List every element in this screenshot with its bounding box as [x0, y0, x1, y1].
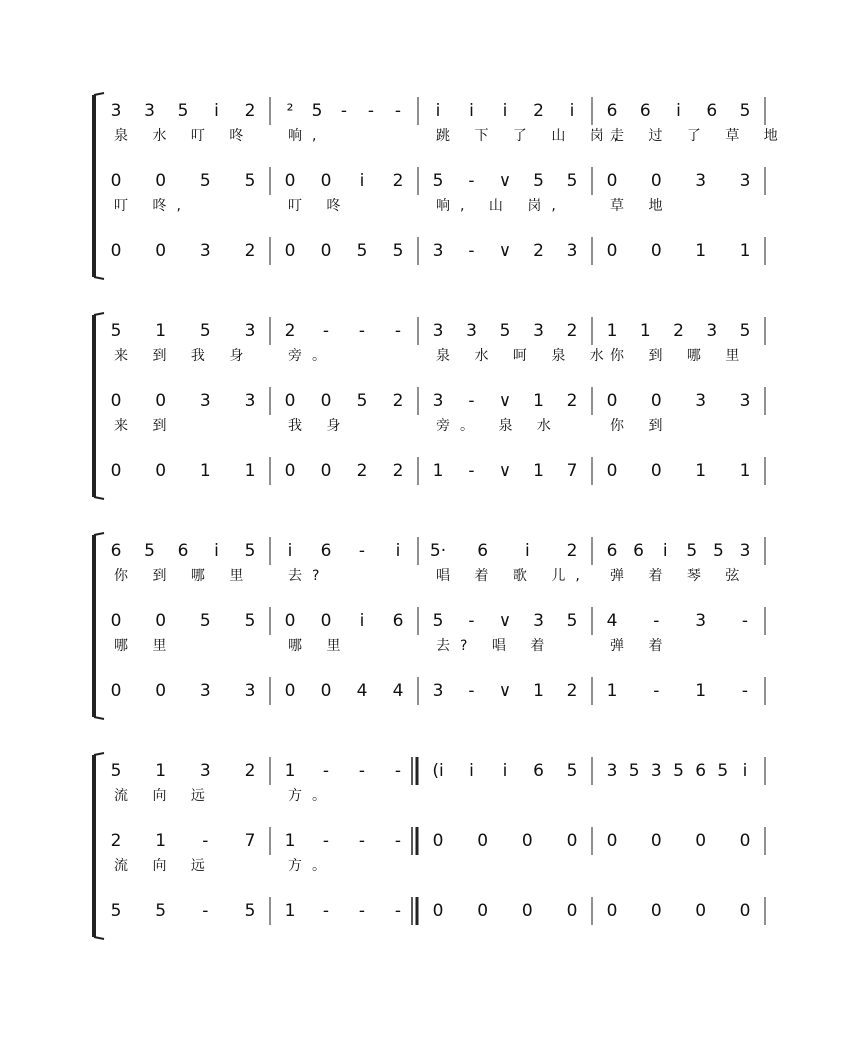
- note: 1: [533, 461, 544, 481]
- lyric-line: 你 到 哪 里: [114, 568, 254, 584]
- system-bracket-top: [94, 93, 104, 95]
- note: 5: [199, 321, 211, 341]
- note: 2: [566, 391, 578, 411]
- note: 1: [533, 391, 544, 411]
- note: 5: [673, 761, 684, 781]
- note: i: [359, 611, 365, 631]
- system-bracket-bottom: [94, 717, 104, 719]
- note: 0: [650, 171, 662, 191]
- note: 6: [695, 761, 707, 781]
- note: 3: [199, 391, 211, 411]
- note: 0: [110, 611, 122, 631]
- note: 3: [739, 541, 751, 561]
- note: ∨: [498, 171, 512, 191]
- lyric-line: 叮 咚: [288, 198, 351, 214]
- lyric-line: 你 到: [610, 418, 673, 434]
- note: 0: [320, 391, 332, 411]
- note: 3: [432, 241, 444, 261]
- note: 3: [432, 391, 444, 411]
- note: 2: [392, 171, 404, 191]
- note: 3: [466, 321, 477, 341]
- note: 0: [739, 831, 751, 851]
- lyric-line: 响, 山 岗,: [436, 198, 566, 214]
- note: 0: [110, 171, 122, 191]
- lyric-line: 唱 着 歌 儿,: [436, 568, 590, 584]
- note: 3: [533, 611, 544, 631]
- note: -: [358, 901, 366, 921]
- note: 3: [199, 681, 211, 701]
- system-bracket-bottom: [94, 497, 104, 499]
- lyric-line: 去?: [288, 568, 330, 584]
- note: 0: [606, 461, 618, 481]
- note: -: [358, 321, 366, 341]
- note: ∨: [498, 391, 512, 411]
- note: 0: [155, 391, 167, 411]
- note: 2: [566, 541, 578, 561]
- note: 3: [432, 681, 444, 701]
- note: 5: [739, 321, 751, 341]
- note: 1: [155, 761, 167, 781]
- note: 3: [739, 171, 751, 191]
- note: -: [358, 761, 366, 781]
- note: 3: [244, 321, 256, 341]
- note: -: [468, 241, 475, 261]
- lyric-line: 旁。 泉 水: [436, 418, 561, 434]
- note: ∨: [498, 241, 512, 261]
- note: 7: [244, 831, 256, 851]
- note: 5: [628, 761, 640, 781]
- note: 0: [606, 831, 618, 851]
- note: 0: [432, 831, 444, 851]
- note: 1: [639, 321, 651, 341]
- note: 0: [650, 461, 662, 481]
- note: -: [367, 101, 375, 121]
- lyric-line: 我 身: [288, 418, 351, 434]
- note: -: [322, 321, 330, 341]
- note: 0: [110, 241, 122, 261]
- note: 1: [739, 241, 751, 261]
- note: 5: [244, 541, 256, 561]
- note: -: [394, 831, 402, 851]
- note: i: [742, 761, 748, 781]
- note: 5: [199, 171, 211, 191]
- note: 6: [633, 541, 644, 561]
- note: 0: [650, 391, 662, 411]
- note: i: [214, 101, 219, 121]
- lyric-line: 弹 着 琴 弦: [610, 568, 750, 584]
- note: 0: [110, 391, 122, 411]
- note: 5: [110, 761, 122, 781]
- note: 2: [533, 101, 544, 121]
- note: 5: [244, 901, 256, 921]
- note: 6: [606, 101, 618, 121]
- note: 2: [244, 101, 256, 121]
- note: 5: [432, 611, 444, 631]
- note: 5: [199, 611, 211, 631]
- lyric-line: 流 向 远: [114, 858, 215, 874]
- lyric-line: 方。: [288, 788, 336, 804]
- note: ²: [286, 101, 294, 121]
- note: 5: [356, 391, 368, 411]
- note: 6: [533, 761, 544, 781]
- note: 3: [199, 241, 211, 261]
- lyric-line: 弹 着: [610, 638, 673, 654]
- system-bracket-top: [94, 533, 104, 535]
- note: 0: [566, 831, 578, 851]
- note: i: [395, 541, 401, 561]
- note: i: [569, 101, 575, 121]
- note: 1: [284, 761, 296, 781]
- note: 0: [320, 241, 332, 261]
- note: 3: [199, 761, 211, 781]
- note: 2: [284, 321, 296, 341]
- note: 5: [244, 611, 256, 631]
- note: 7: [566, 461, 578, 481]
- note: 2: [244, 761, 256, 781]
- note: ∨: [498, 461, 512, 481]
- note: 6: [477, 541, 489, 561]
- note: ∨: [498, 611, 512, 631]
- note: 5·: [429, 541, 447, 561]
- note: 0: [155, 241, 167, 261]
- note: 4: [356, 681, 368, 701]
- note: 5: [717, 761, 729, 781]
- note: i: [676, 101, 681, 121]
- note: -: [394, 761, 402, 781]
- note: i: [524, 541, 530, 561]
- note: 1: [284, 831, 296, 851]
- note: -: [202, 901, 209, 921]
- note: 3: [695, 171, 707, 191]
- note: 2: [673, 321, 684, 341]
- note: -: [468, 681, 475, 701]
- note: 5: [566, 761, 578, 781]
- note: 5: [144, 541, 155, 561]
- note: -: [468, 611, 475, 631]
- note: 5: [244, 171, 256, 191]
- note: -: [358, 831, 366, 851]
- note: 6: [706, 101, 718, 121]
- note: 0: [650, 241, 662, 261]
- note: 3: [695, 391, 707, 411]
- note: i: [502, 761, 508, 781]
- note: 1: [606, 321, 618, 341]
- note: -: [741, 611, 749, 631]
- system-bracket-top: [94, 313, 104, 315]
- note: -: [468, 461, 475, 481]
- note: 6: [606, 541, 618, 561]
- lyric-line: 你 到 哪 里: [610, 348, 750, 364]
- note: 1: [155, 831, 167, 851]
- note: 5: [177, 101, 189, 121]
- note: 5: [110, 901, 122, 921]
- note: -: [394, 901, 402, 921]
- note: 2: [392, 391, 404, 411]
- note: 3: [432, 321, 444, 341]
- note: 5: [739, 101, 751, 121]
- note: 1: [739, 461, 751, 481]
- note: 0: [320, 171, 332, 191]
- note: i: [287, 541, 293, 561]
- note: 6: [177, 541, 189, 561]
- note: 0: [110, 681, 122, 701]
- note: 5: [311, 101, 323, 121]
- note: 0: [284, 681, 296, 701]
- note: 0: [566, 901, 578, 921]
- lyric-line: 泉 水 叮 咚: [114, 128, 254, 144]
- note: 3: [606, 761, 618, 781]
- note: 1: [695, 681, 707, 701]
- note: 2: [533, 241, 544, 261]
- note: 5: [432, 171, 444, 191]
- note: 0: [606, 241, 618, 261]
- note: 0: [695, 831, 707, 851]
- note: 2: [566, 321, 578, 341]
- note: 2: [356, 461, 368, 481]
- note: -: [202, 831, 209, 851]
- note: 6: [320, 541, 332, 561]
- note: 3: [739, 391, 751, 411]
- note: 1: [244, 461, 256, 481]
- note: i: [359, 171, 365, 191]
- note: 0: [739, 901, 751, 921]
- note: 0: [650, 901, 662, 921]
- note: 3: [144, 101, 155, 121]
- note: -: [741, 681, 749, 701]
- note: 0: [284, 241, 296, 261]
- note: 5: [155, 901, 167, 921]
- lyric-line: 草 地: [610, 198, 673, 214]
- note: 6: [392, 611, 404, 631]
- note: i: [469, 101, 474, 121]
- note: 5: [566, 611, 578, 631]
- note: 5: [499, 321, 511, 341]
- note: 0: [110, 461, 122, 481]
- lyric-line: 响,: [288, 128, 327, 144]
- note: 3: [695, 611, 707, 631]
- note: 4: [606, 611, 618, 631]
- note: 5: [110, 321, 122, 341]
- note: 0: [695, 901, 707, 921]
- note: 3: [533, 321, 544, 341]
- lyric-line: 流 向 远: [114, 788, 215, 804]
- note: 5: [686, 541, 698, 561]
- note: 6: [110, 541, 122, 561]
- note: 0: [477, 901, 489, 921]
- note: 1: [432, 461, 444, 481]
- note: 0: [284, 391, 296, 411]
- note: 6: [639, 101, 651, 121]
- note: 2: [392, 461, 404, 481]
- note: 5: [712, 541, 724, 561]
- note: -: [468, 391, 475, 411]
- lyric-line: 哪 里: [114, 638, 177, 654]
- note: 0: [320, 461, 332, 481]
- note: 0: [284, 461, 296, 481]
- note: i: [469, 761, 474, 781]
- note: 5: [392, 241, 404, 261]
- lyric-line: 方。: [288, 858, 336, 874]
- note: -: [653, 611, 660, 631]
- note: 5: [533, 171, 544, 191]
- lyric-line: 哪 里: [288, 638, 351, 654]
- note: 0: [606, 901, 618, 921]
- note: i: [502, 101, 508, 121]
- lyric-line: 旁。: [288, 348, 336, 364]
- lyric-line: 跳 下 了 山 岗,: [436, 128, 629, 144]
- lyric-line: 来 到: [114, 418, 177, 434]
- system-bracket-bottom: [94, 937, 104, 939]
- note: 5: [356, 241, 368, 261]
- note: -: [340, 101, 348, 121]
- note: 0: [155, 681, 167, 701]
- note: 3: [706, 321, 718, 341]
- note: -: [322, 831, 330, 851]
- note: 1: [606, 681, 618, 701]
- note: 1: [533, 681, 544, 701]
- note: -: [322, 761, 330, 781]
- note: i: [435, 101, 441, 121]
- note: 0: [320, 611, 332, 631]
- note: 0: [477, 831, 489, 851]
- note: -: [653, 681, 660, 701]
- lyric-line: 去? 唱 着: [436, 638, 555, 654]
- note: ∨: [498, 681, 512, 701]
- note: 0: [521, 831, 533, 851]
- note: -: [394, 321, 402, 341]
- note: 3: [110, 101, 122, 121]
- note: 0: [521, 901, 533, 921]
- note: 0: [284, 611, 296, 631]
- note: 3: [244, 681, 256, 701]
- note: -: [358, 541, 366, 561]
- note: 0: [155, 611, 167, 631]
- system-bracket-bottom: [94, 277, 104, 279]
- note: 0: [606, 391, 618, 411]
- note: 1: [199, 461, 211, 481]
- lyric-line: 走 过 了 草 地: [610, 128, 788, 144]
- note: -: [394, 101, 402, 121]
- note: 2: [110, 831, 122, 851]
- note: 0: [155, 171, 167, 191]
- note: 1: [155, 321, 167, 341]
- lyric-line: 来 到 我 身: [114, 348, 254, 364]
- note: 2: [244, 241, 256, 261]
- note: (i: [432, 761, 444, 781]
- note: 1: [695, 241, 707, 261]
- note: i: [214, 541, 219, 561]
- note: 0: [155, 461, 167, 481]
- note: 1: [695, 461, 707, 481]
- note: 3: [244, 391, 256, 411]
- note: 5: [566, 171, 578, 191]
- lyric-line: 叮 咚,: [114, 198, 191, 214]
- note: i: [662, 541, 668, 561]
- note: 0: [432, 901, 444, 921]
- note: 3: [650, 761, 662, 781]
- note: 0: [284, 171, 296, 191]
- note: 1: [284, 901, 296, 921]
- lyric-line: 泉 水 呵 泉 水: [436, 348, 614, 364]
- system-bracket-top: [94, 753, 104, 755]
- note: 2: [566, 681, 578, 701]
- note: 0: [606, 171, 618, 191]
- note: 0: [320, 681, 332, 701]
- note: -: [322, 901, 330, 921]
- note: 0: [650, 831, 662, 851]
- note: -: [468, 171, 475, 191]
- note: 3: [566, 241, 578, 261]
- note: 4: [392, 681, 404, 701]
